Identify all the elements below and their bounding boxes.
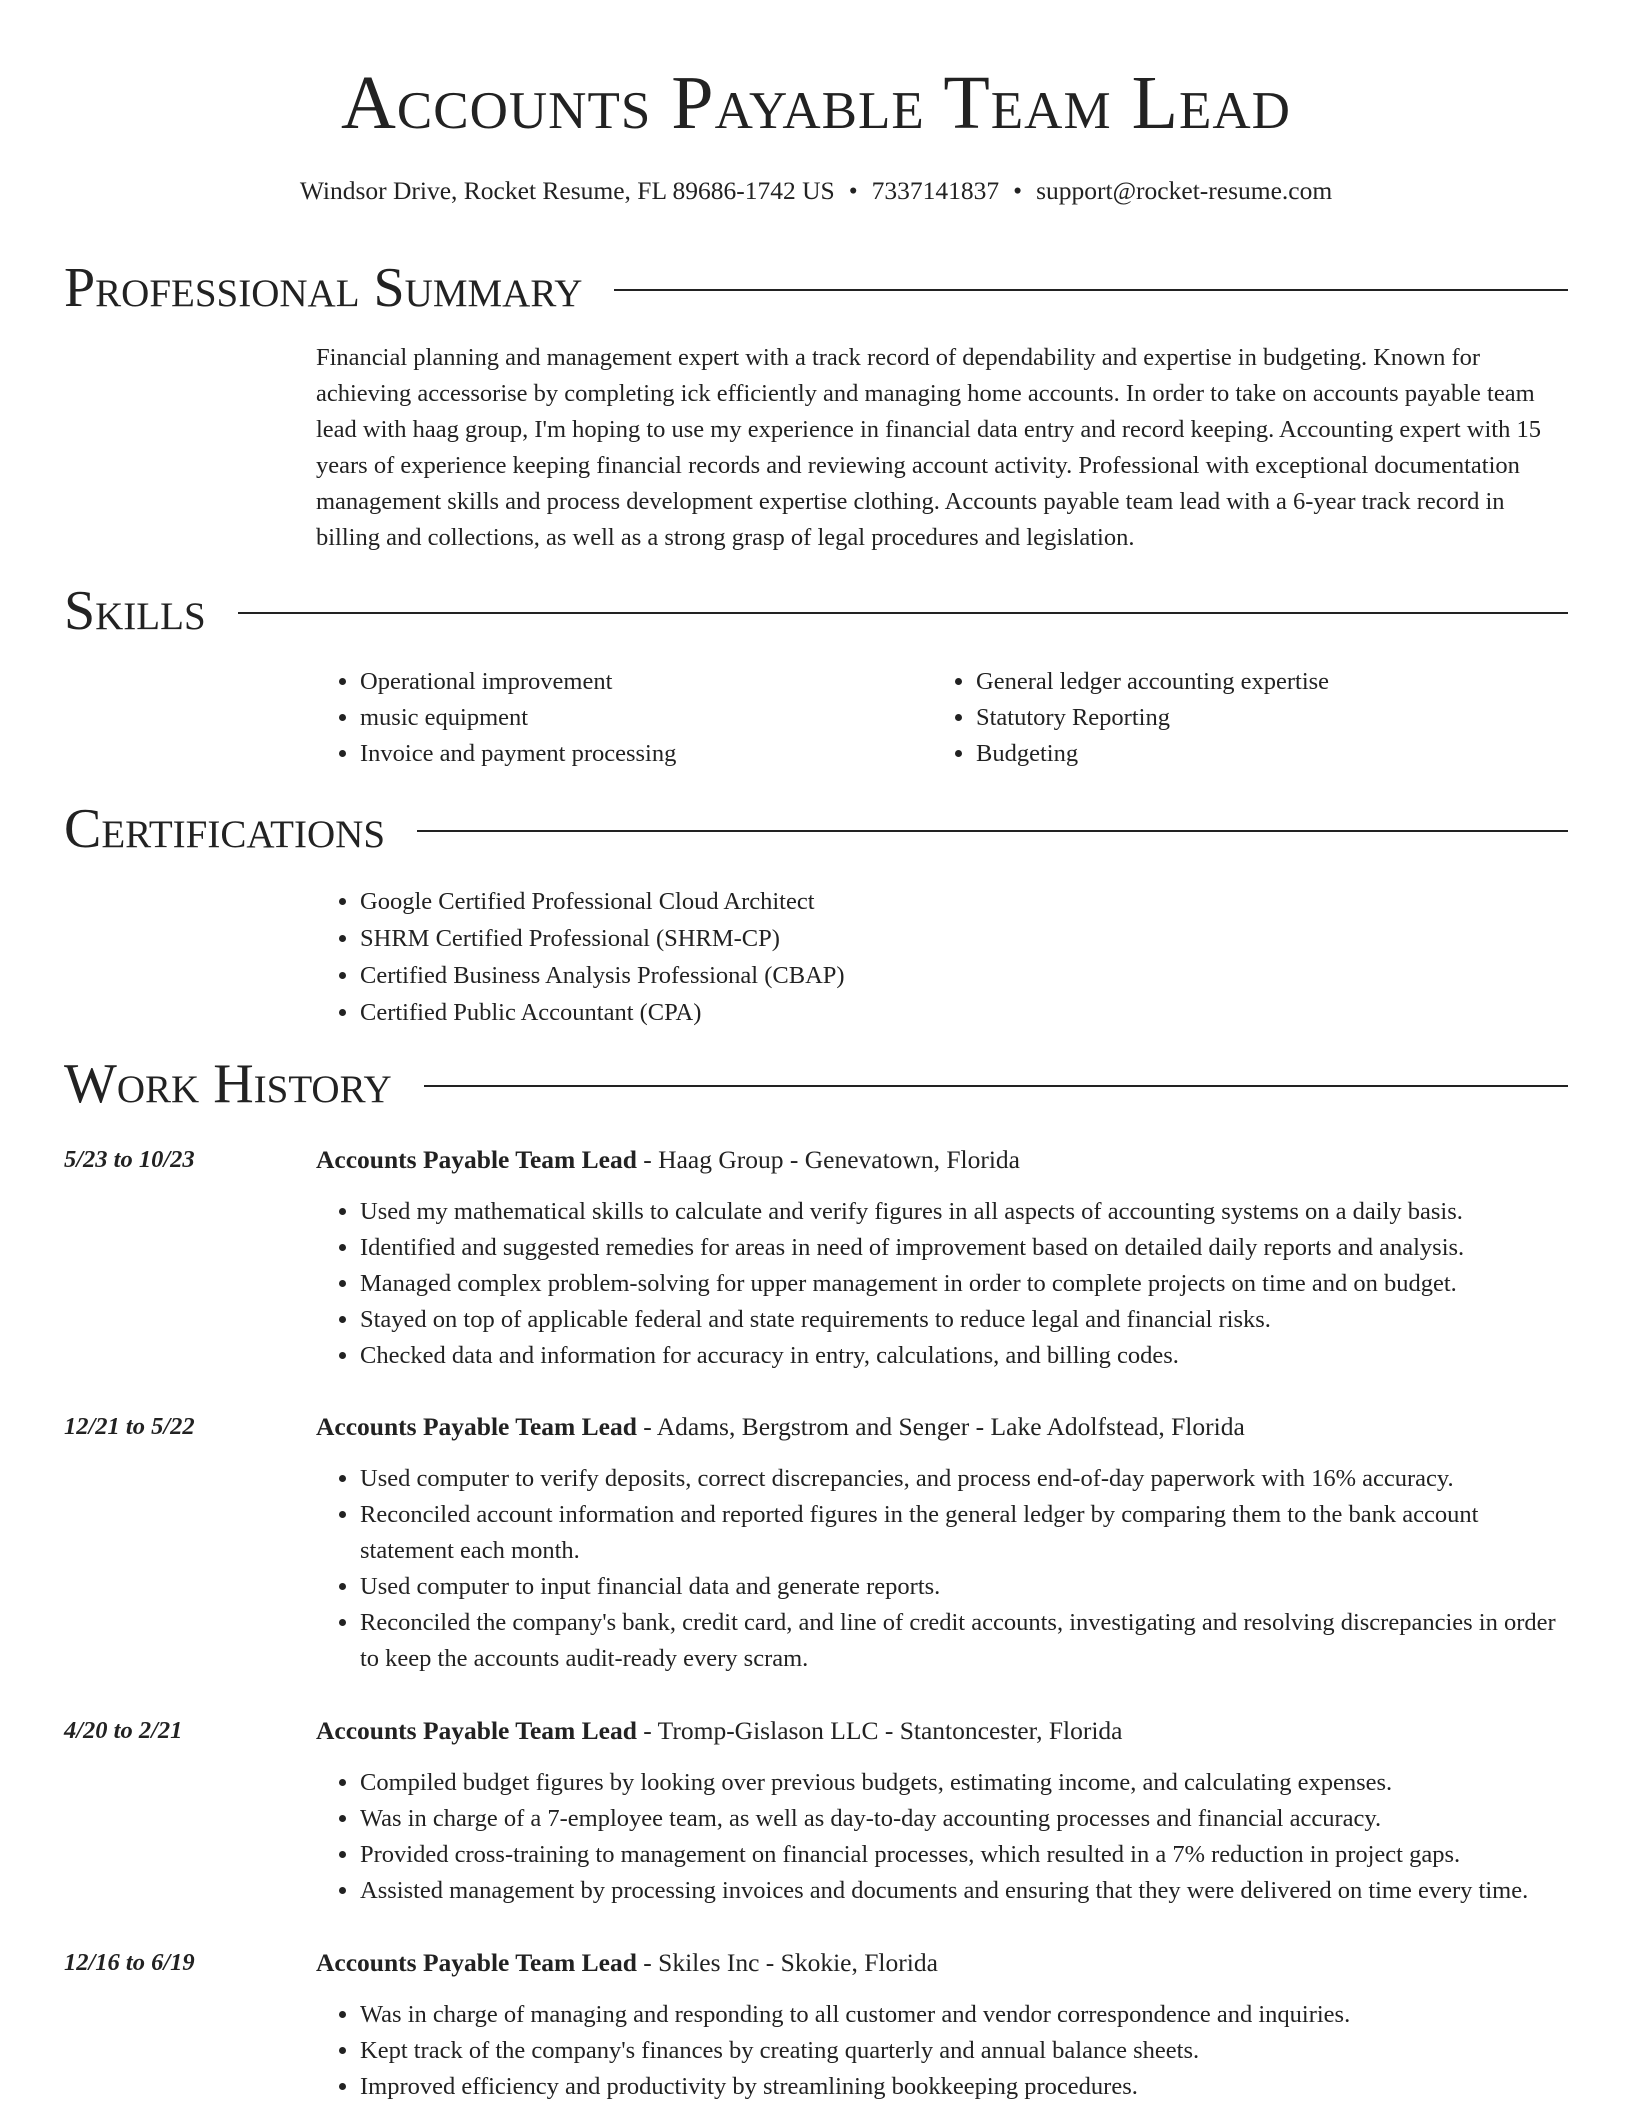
duties-list (316, 1461, 1572, 1677)
skills-left-column (316, 664, 916, 772)
contact-phone: 7337141837 (871, 176, 1000, 205)
certifications-section-header (64, 794, 1568, 864)
skills-list-right (932, 664, 1552, 772)
summary-text: Financial planning and management expert with a track record of dependability and expertise in budgeting. Known for achieving accessorise by completing ick efficiently and managing home accounts. In order to take on accounts payable team lead with haag group, I'm hoping to use my experience in financial data entry and record keeping. Accounting expert with 15 years of experience keeping financial records and reviewing account activity. Professional with exceptional documentation management skills and process development expertise clothing. Accounts payable team lead with a 6-year track record in billing and collections, as well as a strong grasp of legal procedures and legislation. (316, 344, 1541, 551)
skill-item: • Budgeting (976, 736, 1552, 772)
job-title: Accounts Payable Team Lead (316, 1948, 637, 1977)
certifications-list (316, 883, 1516, 1031)
skill-item: • Statutory Reporting (976, 700, 1552, 736)
work-history-heading: Work History (64, 1053, 392, 1115)
certification-item: • Google Certified Professional Cloud Architect (360, 883, 1516, 920)
certification-item: • Certified Business Analysis Professional (CBAP) (360, 957, 1516, 994)
work-history-section-header (64, 1049, 1568, 1119)
job-employer: - Tromp-Gislason LLC - Stantoncester, Florida (636, 1716, 1123, 1745)
skill-item: • Invoice and payment processing (360, 736, 916, 772)
duty-item: • Used computer to input financial data and generate reports. (360, 1569, 1572, 1605)
contact-address: Windsor Drive, Rocket Resume, FL 89686-1742 US (299, 176, 835, 205)
duty-item: • Was in charge of a 7-employee team, as well as day-to-day accounting processes and financial accuracy. (360, 1801, 1572, 1837)
duty-item: • Managed complex problem-solving for upper management in order to complete projects on time and on budget. (360, 1266, 1572, 1302)
skills-right-column (932, 664, 1552, 772)
duties-list (316, 1997, 1572, 2105)
job-dates: 4/20 to 2/21 (64, 1717, 183, 1744)
job-title: Accounts Payable Team Lead (316, 1716, 637, 1745)
section-divider (424, 1085, 1568, 1087)
contact-separator: • (848, 176, 858, 205)
certifications-block (316, 883, 1516, 1031)
job-title-line (316, 1713, 1572, 1749)
duty-item: • Identified and suggested remedies for areas in need of improvement based on detailed daily reports and analysis. (360, 1230, 1572, 1266)
job-duties (316, 1997, 1572, 2105)
duty-item: • Used computer to verify deposits, correct discrepancies, and process end-of-day paperwork with 16% accuracy. (360, 1461, 1572, 1497)
duty-item: • Kept track of the company's finances by creating quarterly and annual balance sheets. (360, 2033, 1572, 2069)
skills-list-left (316, 664, 916, 772)
certifications-heading: Certifications (64, 798, 386, 860)
skill-item: • General ledger accounting expertise (976, 664, 1552, 700)
duties-list (316, 1194, 1572, 1374)
duty-item: • Assisted management by processing invoices and documents and ensuring that they were delivered on time every time. (360, 1873, 1572, 1909)
job-title-line (316, 1142, 1572, 1178)
summary-section-header (64, 253, 1568, 323)
duty-item: • Reconciled the company's bank, credit card, and line of credit accounts, investigating and resolving discrepancies in order to keep the accounts audit-ready every scram. (360, 1605, 1572, 1677)
duties-list (316, 1765, 1572, 1909)
contact-separator: • (1013, 176, 1023, 205)
duty-item: • Improved efficiency and productivity by streamlining bookkeeping procedures. (360, 2069, 1572, 2105)
certification-item: • Certified Public Accountant (CPA) (360, 994, 1516, 1031)
section-divider (417, 830, 1568, 832)
duty-item: • Used my mathematical skills to calculate and verify figures in all aspects of accounting systems on a daily basis. (360, 1194, 1572, 1230)
job-employer: - Skiles Inc - Skokie, Florida (636, 1948, 938, 1977)
job-title: Accounts Payable Team Lead (316, 1412, 637, 1441)
job-title: Accounts Payable Team Lead (316, 1145, 637, 1174)
summary-heading: Professional Summary (64, 257, 583, 319)
job-dates: 12/16 to 6/19 (64, 1949, 195, 1976)
job-dates: 5/23 to 10/23 (64, 1146, 195, 1173)
resume-name-heading: Accounts Payable Team Lead (341, 61, 1291, 145)
job-duties (316, 1194, 1572, 1374)
duty-item: • Stayed on top of applicable federal and state requirements to reduce legal and financial risks. (360, 1302, 1572, 1338)
job-duties (316, 1765, 1572, 1909)
job-title-line (316, 1409, 1572, 1445)
job-title-line (316, 1945, 1572, 1981)
certification-item: • SHRM Certified Professional (SHRM-CP) (360, 920, 1516, 957)
section-divider (238, 612, 1568, 614)
job-employer: - Adams, Bergstrom and Senger - Lake Adolfstead, Florida (636, 1412, 1245, 1441)
skills-heading: Skills (64, 580, 206, 642)
duty-item: • Checked data and information for accuracy in entry, calculations, and billing codes. (360, 1338, 1572, 1374)
contact-line (0, 174, 1632, 208)
duty-item: • Provided cross-training to management on financial processes, which resulted in a 7% reduction in project gaps. (360, 1837, 1572, 1873)
duty-item: • Reconciled account information and reported figures in the general ledger by comparing them to the bank account statement each month. (360, 1497, 1572, 1569)
contact-email: support@rocket-resume.com (1036, 176, 1333, 205)
skill-item: • Operational improvement (360, 664, 916, 700)
duty-item: • Was in charge of managing and responding to all customer and vendor correspondence and inquiries. (360, 1997, 1572, 2033)
skills-section-header (64, 576, 1568, 646)
duty-item: • Compiled budget figures by looking over previous budgets, estimating income, and calculating expenses. (360, 1765, 1572, 1801)
job-employer: - Haag Group - Genevatown, Florida (636, 1145, 1021, 1174)
job-dates: 12/21 to 5/22 (64, 1413, 195, 1440)
skill-item: • music equipment (360, 700, 916, 736)
job-duties (316, 1461, 1572, 1677)
section-divider (614, 289, 1568, 291)
